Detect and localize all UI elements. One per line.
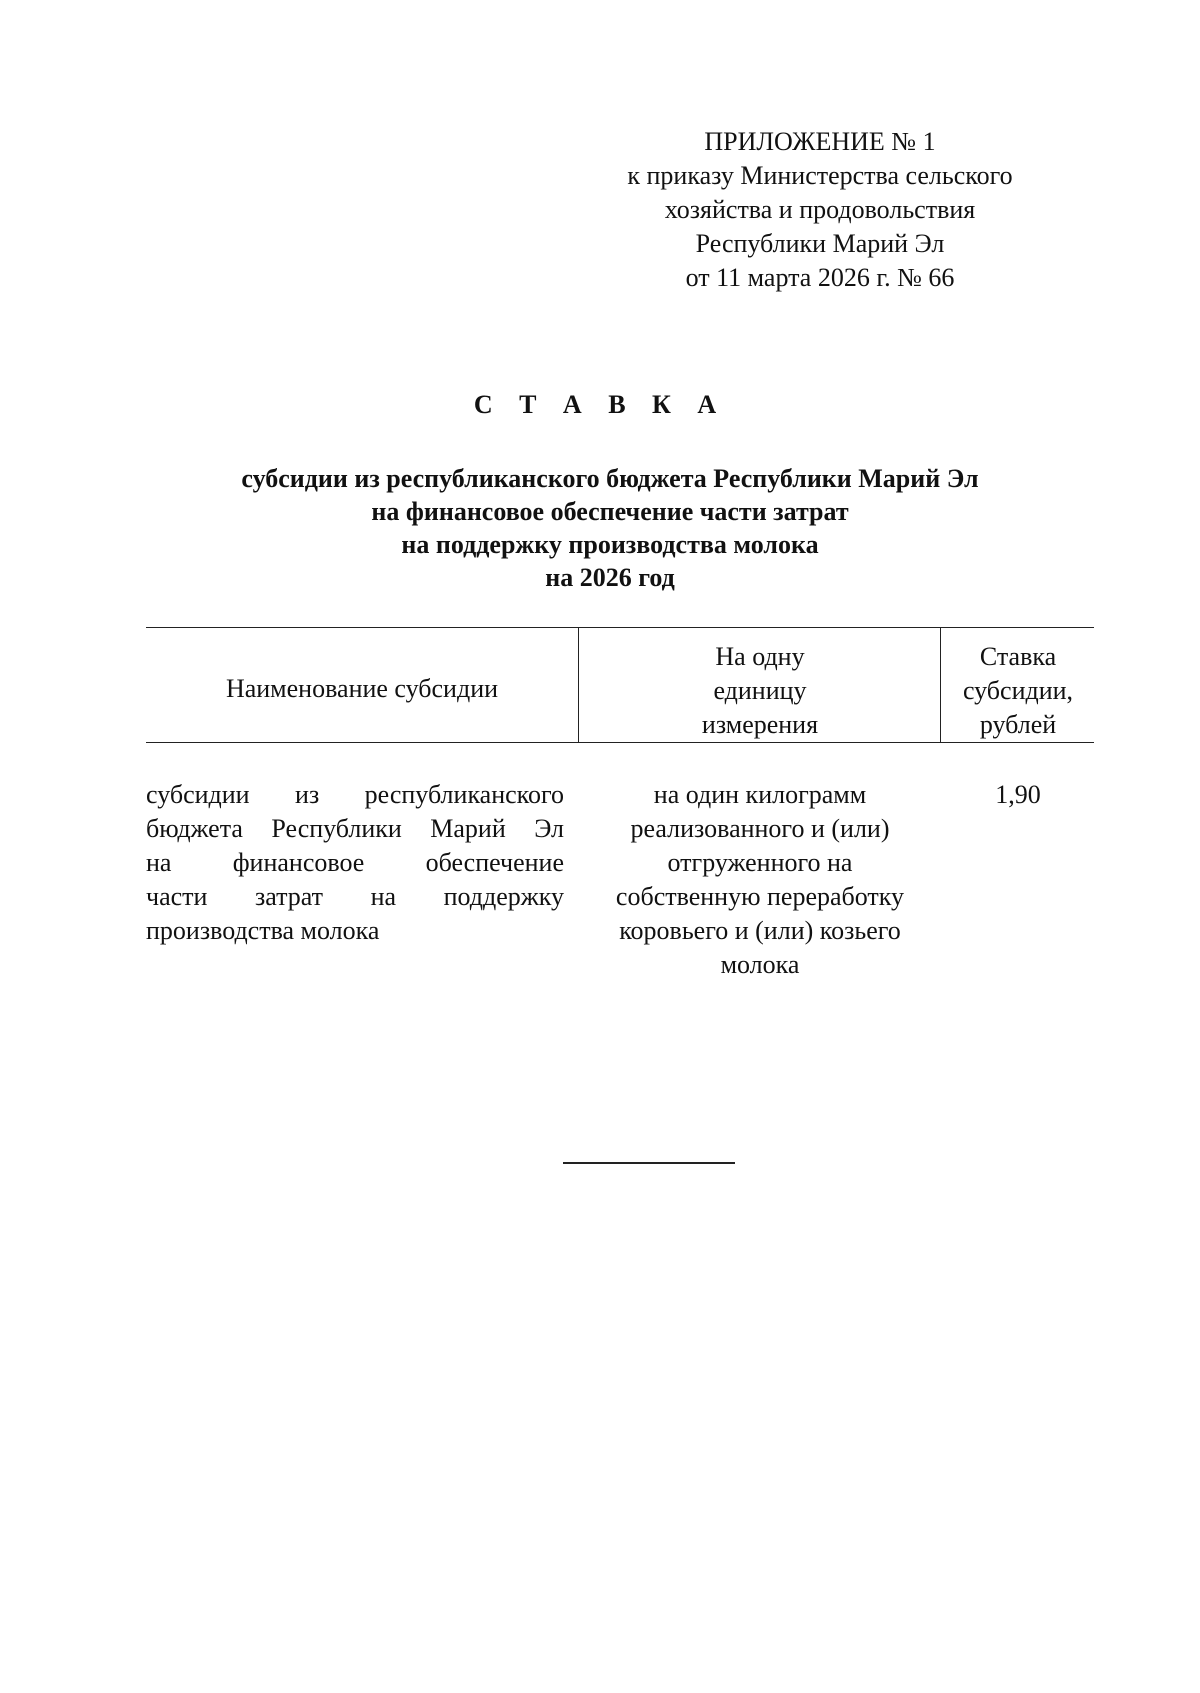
subtitle-line: на финансовое обеспечение части затрат — [371, 497, 849, 526]
table-column-divider — [578, 627, 579, 743]
cell-subsidy-name — [146, 778, 564, 948]
cell-name-line: бюджета Республики Марий Эл — [146, 814, 564, 843]
appendix-line: ПРИЛОЖЕНИЕ № 1 — [704, 127, 936, 156]
subtitle-line: на поддержку производства молока — [401, 530, 819, 559]
appendix-line: Республики Марий Эл — [695, 229, 945, 258]
appendix-line: от 11 марта 2026 г. № 66 — [685, 263, 955, 292]
header-unit-line: единицу — [713, 676, 807, 705]
cell-unit-line: на один килограмм — [653, 780, 867, 809]
header-unit — [580, 640, 940, 742]
table-header-bottom-rule — [146, 742, 1094, 743]
document-subtitle — [180, 462, 1040, 594]
header-rate-line: Ставка — [979, 642, 1057, 671]
cell-unit-line: коровьего и (или) козьего — [619, 916, 901, 945]
header-rate — [942, 640, 1094, 742]
header-rate-line: субсидии, — [962, 676, 1074, 705]
header-rate-line: рублей — [979, 710, 1057, 739]
table-column-divider — [940, 627, 941, 743]
subtitle-line: на 2026 год — [545, 563, 675, 592]
cell-unit — [580, 778, 940, 982]
cell-unit-line: отгруженного на — [667, 848, 853, 877]
appendix-line: хозяйства и продовольствия — [664, 195, 976, 224]
header-unit-line: На одну — [715, 642, 805, 671]
cell-unit-line: реализованного и (или) — [630, 814, 890, 843]
cell-rate-value: 1,90 — [995, 780, 1041, 809]
document-title: С Т А В К А — [473, 390, 727, 419]
table-top-rule — [146, 627, 1094, 628]
appendix-header — [560, 125, 1080, 295]
header-subsidy-name: Наименование субсидии — [225, 674, 499, 703]
cell-unit-line: молока — [720, 950, 800, 979]
subtitle-line: субсидии из республиканского бюджета Республики Марий Эл — [241, 464, 979, 493]
cell-unit-line: собственную переработку — [615, 882, 905, 911]
cell-name-line: производства молока — [146, 916, 380, 945]
cell-name-line: на финансовое обеспечение — [146, 848, 564, 877]
cell-name-line: части затрат на поддержку — [146, 882, 564, 911]
cell-name-line: субсидии из республиканского — [146, 780, 564, 809]
header-unit-line: измерения — [701, 710, 819, 739]
appendix-line: к приказу Министерства сельского — [627, 161, 1013, 190]
end-of-document-rule — [563, 1162, 735, 1164]
